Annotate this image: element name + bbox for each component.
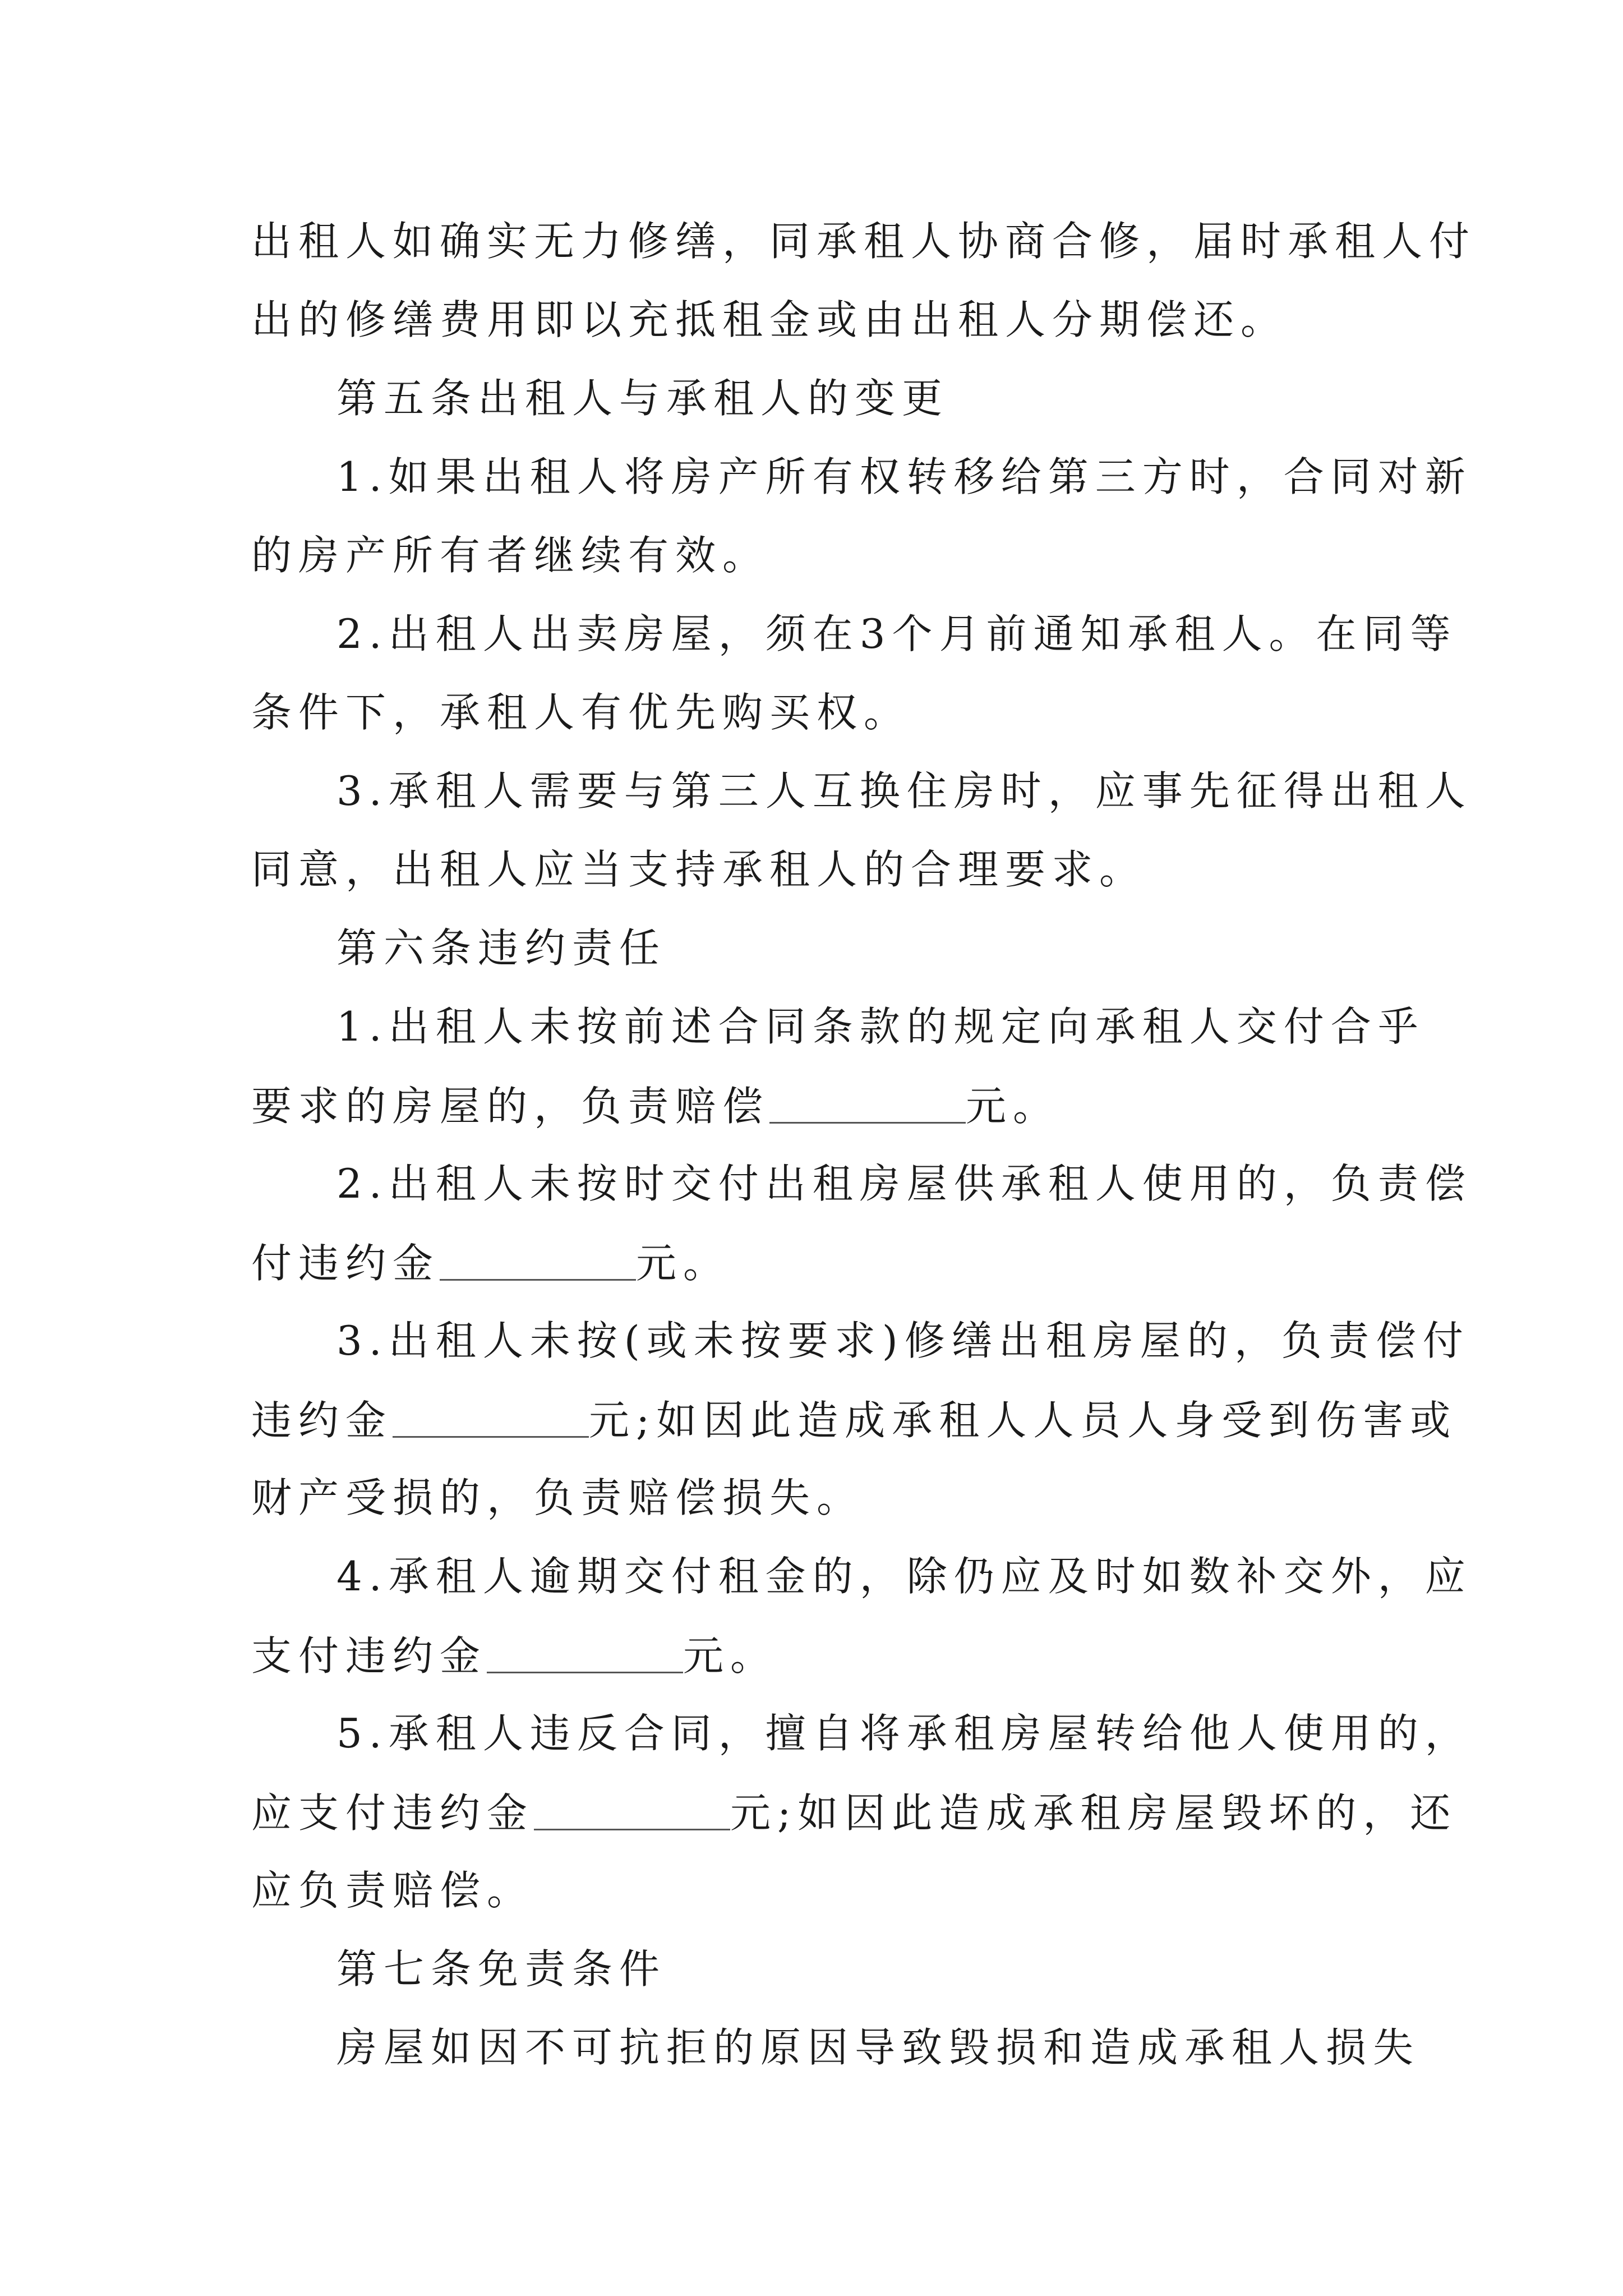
amount-blank — [769, 1077, 966, 1124]
amount-blank — [393, 1391, 589, 1438]
section-heading: 第五条出租人与承租人的变更 — [336, 375, 949, 422]
clause-text: 要求的房屋的，负责赔偿 — [251, 1083, 770, 1130]
clause-line: 应负责赔偿。 — [251, 1867, 534, 1914]
clause-line: 2.出租人出卖房屋，须在3个月前通知承租人。在同等 — [336, 610, 1458, 657]
clause-line: 1.如果出租人将房产所有权转移给第三方时，合同对新 — [336, 453, 1472, 500]
clause-line: 条件下，承租人有优先购买权。 — [251, 689, 911, 736]
paragraph-line: 出租人如确实无力修缮，同承租人协商合修，届时承租人付 — [251, 218, 1477, 265]
clause-line-with-blank — [251, 1784, 1458, 1840]
clause-text: 付违约金 — [251, 1240, 440, 1287]
clause-line-with-blank — [251, 1077, 1390, 1133]
amount-blank — [487, 1627, 683, 1673]
clause-text: 元。 — [683, 1632, 778, 1680]
clause-line: 3.出租人未按(或未按要求)修缮出租房屋的，负责偿付 — [336, 1317, 1470, 1364]
paragraph-line: 出的修缮费用即以充抵租金或由出租人分期偿还。 — [251, 296, 1288, 343]
clause-line: 的房产所有者继续有效。 — [251, 532, 770, 579]
clause-text: 元;如因此造成承租人人员人身受到伤害或 — [589, 1397, 1458, 1444]
clause-line: 财产受损的，负责赔偿损失。 — [251, 1474, 864, 1521]
clause-line: 1.出租人未按前述合同条款的规定向承租人交付合乎 — [336, 1003, 1425, 1050]
clause-text: 元。 — [966, 1083, 1061, 1130]
clause-line-with-blank — [251, 1234, 1390, 1290]
paragraph-line: 房屋如因不可抗拒的原因导致毁损和造成承租人损失 — [336, 2024, 1421, 2071]
clause-line: 2.出租人未按时交付出租房屋供承租人使用的，负责偿 — [336, 1160, 1472, 1207]
section-heading: 第六条违约责任 — [336, 924, 667, 972]
section-heading: 第七条免责条件 — [336, 1945, 667, 1993]
clause-line: 同意，出租人应当支持承租人的合理要求。 — [251, 846, 1147, 893]
clause-text: 元。 — [636, 1240, 731, 1287]
clause-line: 4.承租人逾期交付租金的，除仍应及时如数补交外，应 — [336, 1553, 1472, 1600]
clause-line: 5.承租人违反合同，擅自将承租房屋转给他人使用的， — [336, 1710, 1472, 1757]
clause-text: 支付违约金 — [251, 1632, 487, 1680]
clause-text: 应支付违约金 — [251, 1789, 534, 1837]
clause-text: 元;如因此造成承租房屋毁坏的，还 — [730, 1789, 1458, 1837]
amount-blank — [534, 1784, 730, 1830]
clause-text: 违约金 — [251, 1397, 393, 1444]
clause-line-with-blank — [251, 1627, 1390, 1683]
clause-line: 3.承租人需要与第三人互换住房时，应事先征得出租人 — [336, 767, 1472, 815]
amount-blank — [440, 1234, 636, 1281]
clause-line-with-blank — [251, 1391, 1458, 1447]
